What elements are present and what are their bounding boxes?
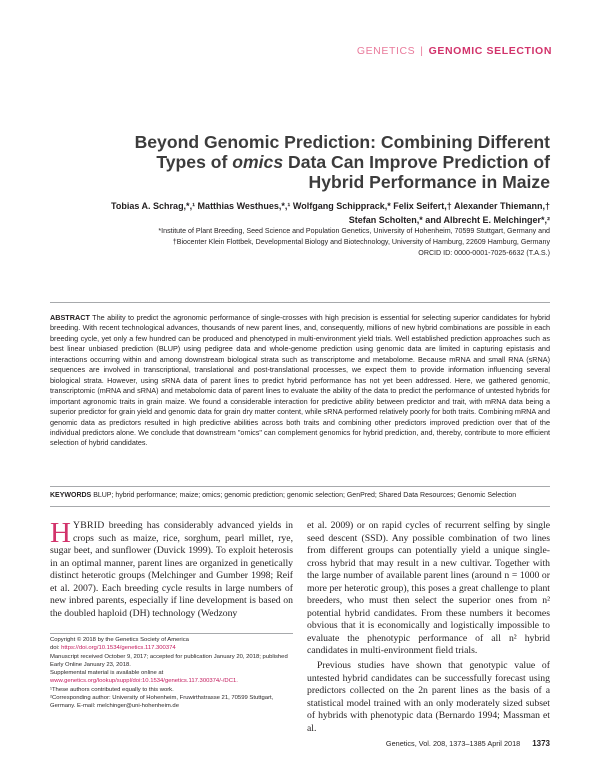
- affiliations: [10, 226, 550, 247]
- intro-paragraph: [50, 517, 293, 620]
- title-line-2-em: omics: [232, 152, 284, 172]
- journal-header: [357, 45, 552, 57]
- doi-note: [50, 644, 293, 652]
- abstract: [50, 313, 550, 449]
- affiliation-1: *Institute of Plant Breeding, Seed Science and Population Genetics, University of Hohenheim, 70599 Stuttgart, Germany and: [158, 227, 550, 235]
- footnotes: [50, 636, 293, 711]
- keywords-text: BLUP; hybrid performance; maize; omics; genomic prediction; genomic selection; GenPred; Shared Data Resources; Genomic Selection: [93, 492, 517, 499]
- title-line-3: Hybrid Performance in Maize: [308, 172, 550, 192]
- supplement-note: [50, 669, 293, 686]
- footnote-1: ¹These authors contributed equally to this work.: [50, 686, 174, 693]
- journal-subcategory: GENOMIC SELECTION: [428, 45, 552, 57]
- paper-title: [80, 132, 550, 192]
- abstract-label: ABSTRACT: [50, 313, 90, 322]
- intro-smallcaps: YBRID: [72, 520, 105, 531]
- affiliation-2: †Biocenter Klein Flottbek, Developmental Biology and Biotechnology, University of Hamburg, 22609 Hamburg, Germany: [172, 237, 550, 246]
- page-footer: [386, 739, 550, 748]
- header-separator: |: [420, 45, 424, 57]
- received-note: Manuscript received October 9, 2017; accepted for publication January 20, 2018; published Early Online January 23, 2018.: [50, 653, 288, 668]
- abstract-text: The ability to predict the agronomic performance of single-crosses with high precision is essential for selecting superior candidates for hybrid breeding. With recent technological advances, thousands of new parent lines, and, consequently, millions of new hybrid combinations are possible in each breeding cycle, yet only a few hundred can be produced and phenotyped in multi-environment yield trials. Well established prediction approaches such as best linear unbiased prediction (BLUP) using pedigree data and whole-genome prediction using genomic data are limited in capturing epistasis and interactions occurring within and among downstream biological strata such as transcriptome and metabolome. Because mRNA and small RNA (sRNA) sequences are involved in transcriptional, translational and post-translational processes, we expect them to provide information influencing several biological strata. However, using sRNA data of parent lines to predict hybrid performance has not yet been addressed. Here, we gathered genomic, transcriptomic (mRNA and sRNA) and metabolomic data of parent lines to evaluate the ability of the data to predict the performance of untested hybrids for important agronomic traits in grain maize. We found a considerable interaction for predictive ability between predictor and trait, with mRNA data being a superior predictor for grain yield and genomic data for grain dry matter content, while sRNA performed relatively poorly for both traits. Combining mRNA and genomic data as predictors resulted in high predictive abilities across both traits and combining other predictors improved prediction over that of the individual predictors alone. We conclude that downstream "omics" can complement genomics for hybrid prediction, and, thereby, contribute to more efficient selection of hybrid candidates.: [50, 313, 550, 448]
- abstract-top-divider: [50, 302, 550, 303]
- footer-citation: Genetics, Vol. 208, 1373–1385 April 2018: [385, 739, 521, 748]
- right-paragraph-2: Previous studies have shown that genotypic value of untested hybrid candidates can be successfully forecast using predictors collected on the 2n parent lines as the basis of a statistical model trained with an only moderately sized subset of hybrids with phenotypic data (Bernardo 1994; Massman et al.: [307, 660, 550, 734]
- supplement-text: Supplemental material is available online at: [50, 670, 164, 677]
- right-paragraph-1: et al. 2009) or on rapid cycles of recurrent selfing by single seed descent (SSD). Any possible combination of two lines from different groups can potentially yield a unique single-cross hybrid that may result in a new cultivar. Together with the large number of available parent lines (around n = 1000 or more per heterotic group), this poses a great challenge to plant breeders, who must then select the superior ones from n² potential hybrid candidates. From these numbers it becomes obvious that it is economically and logistically impossible to evaluate the phenotypic performance of all n² hybrid candidates in multi-environment field trials.: [307, 520, 550, 657]
- title-line-2-pre: Types of: [156, 152, 233, 172]
- title-line-2-post: Data Can Improve Prediction of: [283, 152, 550, 172]
- body-top-divider: [50, 506, 550, 507]
- authors-line-2: Stefan Scholten,* and Albrecht E. Melchinger*,²: [348, 215, 550, 225]
- page-number: 1373: [532, 739, 550, 748]
- keywords: [50, 491, 550, 501]
- doi-label: doi:: [50, 645, 62, 652]
- drop-cap: H: [50, 517, 71, 549]
- footnote-divider: [50, 633, 293, 634]
- title-line-1: Beyond Genomic Prediction: Combining Different: [134, 132, 550, 152]
- title-line-2: [80, 152, 550, 172]
- body-column-left: [50, 517, 293, 620]
- authors-line-1: Tobias A. Schrag,*,¹ Matthias Westhues,*,¹ Wolfgang Schipprack,* Felix Seifert,† Alexander Thiemann,†: [111, 201, 550, 211]
- keywords-divider: [50, 486, 550, 487]
- intro-text: breeding has considerably advanced yields in crops such as maize, rice, sorghum, pearl millet, rye, sugar beet, and sunflower (Duvick 1999). To exploit heterosis in an optimal manner, parent lines are organized in genetically distinct heterotic groups (Melchinger and Gumber 1998; Reif et al. 2007). Each breeding cycle results in large numbers of new inbred parents, especially if line development is based on the doubled haploid (DH) technology (Wedzony: [50, 520, 293, 619]
- copyright-note: Copyright © 2018 by the Genetics Society of America: [50, 637, 189, 643]
- keywords-label: KEYWORDS: [50, 492, 92, 499]
- journal-category: GENETICS: [356, 45, 416, 57]
- doi-link[interactable]: https://doi.org/10.1534/genetics.117.300374: [61, 645, 176, 652]
- supplement-link[interactable]: www.genetics.org/lookup/suppl/doi:10.1534/genetics.117.300374/-/DC1.: [50, 678, 238, 685]
- body-column-right: [307, 520, 550, 735]
- author-list: [30, 199, 550, 227]
- orcid-id: ORCID ID: 0000-0001-7025-6632 (T.A.S.): [418, 249, 550, 257]
- footnote-2: ²Corresponding author: University of Hohenheim, Fruwirthstrasse 21, 70599 Stuttgart, Germany. E-mail: melchinger@uni-hohenheim.de: [50, 695, 274, 710]
